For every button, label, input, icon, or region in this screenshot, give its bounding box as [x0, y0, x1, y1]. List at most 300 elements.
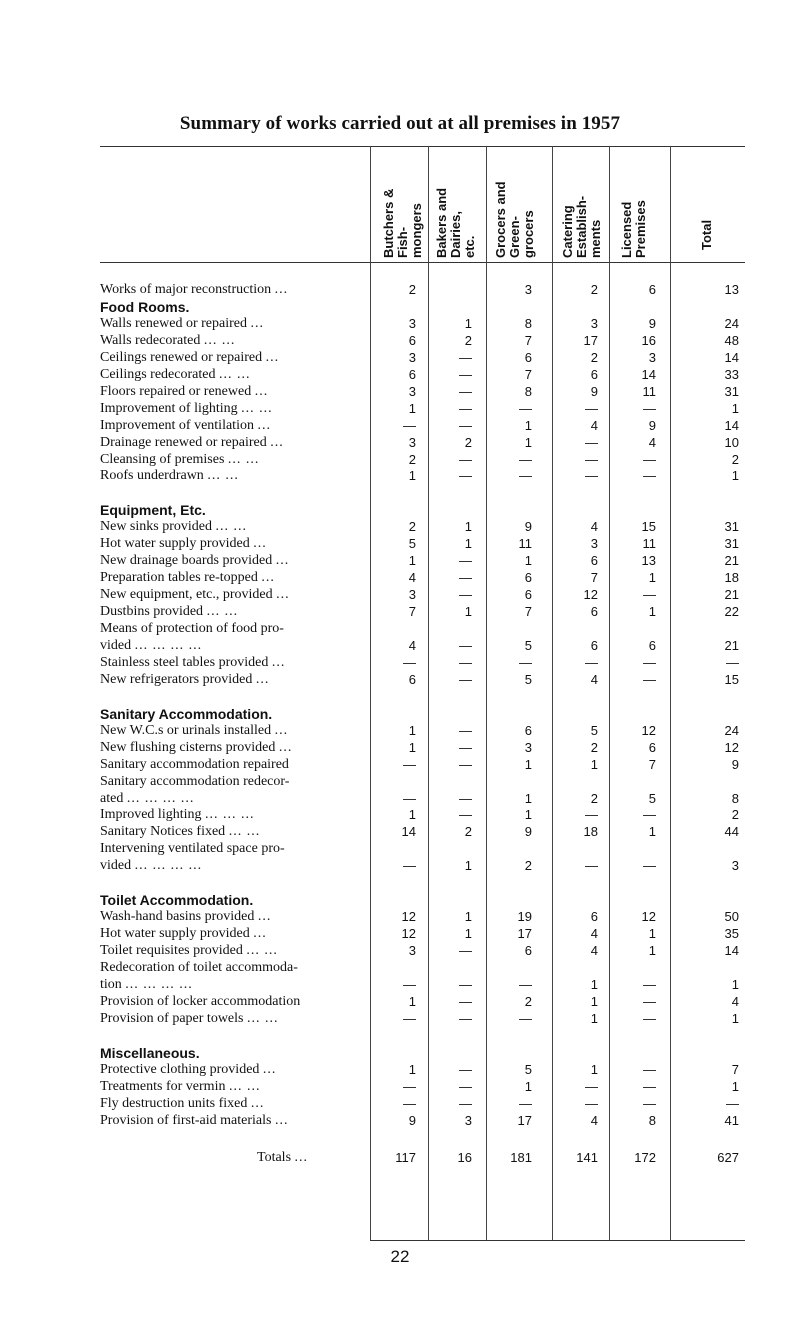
- leader-dots: ... ... ... ...: [126, 790, 195, 806]
- row-label-text: Stainless steel tables provided: [100, 654, 269, 670]
- row-label: [100, 977, 362, 993]
- table-cell: —: [459, 383, 472, 399]
- table-cell: —: [459, 1078, 472, 1094]
- row-label-text: Treatments for vermin: [100, 1078, 226, 1094]
- table-cell: 2: [464, 434, 472, 450]
- table-cell: 7: [524, 366, 532, 382]
- table-cell: 10: [724, 434, 739, 450]
- row-label: [100, 807, 362, 823]
- row-label-text: New drainage boards provided: [100, 553, 273, 569]
- table-cell: —: [643, 468, 656, 484]
- row-label: [100, 621, 362, 637]
- table-cell: 6: [408, 332, 416, 348]
- table-row: [0, 418, 800, 434]
- leader-dots: ... ...: [246, 943, 278, 959]
- table-cell: —: [403, 1010, 416, 1026]
- table-cell: 24: [724, 315, 739, 331]
- table-row: [0, 350, 800, 366]
- table-cell: 6: [590, 604, 598, 620]
- table-cell: 6: [648, 282, 656, 297]
- row-label-text: vided: [100, 637, 132, 653]
- table-cell: —: [585, 468, 598, 484]
- leader-dots: ... ...: [246, 1010, 279, 1026]
- row-label: [100, 452, 362, 468]
- section-heading-row: [0, 299, 800, 315]
- row-label: [100, 435, 362, 451]
- table-cell: 6: [524, 587, 532, 603]
- table-row: [0, 1113, 800, 1129]
- table-cell: 4: [648, 434, 656, 450]
- table-cell: —: [585, 807, 598, 823]
- row-label-text: New flushing cisterns provided: [100, 739, 276, 755]
- row-label: [100, 282, 362, 298]
- row-label: [100, 333, 362, 349]
- table-cell: 3: [590, 315, 598, 331]
- table-cell: 9: [524, 824, 532, 840]
- table-cell: 18: [583, 824, 598, 840]
- table-cell: 9: [648, 417, 656, 433]
- leader-dots: ...: [257, 909, 272, 925]
- table-cell: —: [643, 993, 656, 1009]
- leader-dots: ...: [276, 587, 290, 603]
- table-cell: 9: [590, 383, 598, 399]
- table-cell: 21: [724, 637, 739, 653]
- leader-dots: ...: [250, 1095, 265, 1111]
- column-header-grocers: Grocers and Green- grocers: [493, 181, 536, 258]
- table-cell: 4: [408, 637, 416, 653]
- table-cell: 1: [524, 417, 532, 433]
- column-header-total: Total: [699, 219, 714, 250]
- row-label-text: Walls renewed or repaired: [100, 315, 247, 331]
- row-label-text: Walls redecorated: [100, 332, 201, 348]
- row-label: [100, 570, 362, 586]
- row-label-text: Sanitary accommodation repaired: [100, 756, 289, 772]
- table-cell: 1: [731, 976, 739, 992]
- table-cell: 11: [642, 536, 656, 552]
- table-row: [0, 435, 800, 451]
- table-cell: 12: [641, 909, 656, 925]
- table-row: [0, 316, 800, 332]
- row-label-text: Totals: [257, 1150, 292, 1166]
- table-cell: —: [726, 1095, 739, 1111]
- row-label-text: Ceilings renewed or repaired: [100, 349, 263, 365]
- table-cell: 4: [590, 1112, 598, 1128]
- table-cell: —: [643, 400, 656, 416]
- row-label: [100, 468, 362, 484]
- table-cell: 19: [517, 909, 532, 925]
- table-cell: —: [643, 671, 656, 687]
- table-cell: 9: [731, 756, 739, 772]
- row-label: [100, 350, 362, 366]
- row-label-text: vided: [100, 858, 132, 874]
- table-cell: 1: [464, 909, 472, 925]
- table-cell: 1: [648, 824, 656, 840]
- table-cell: —: [459, 807, 472, 823]
- table-row: [0, 367, 800, 383]
- table-cell: —: [459, 349, 472, 365]
- leader-dots: ... ... ... ...: [134, 637, 203, 653]
- table-row: [0, 807, 800, 823]
- table-cell: 14: [724, 943, 739, 959]
- table-cell: 4: [590, 943, 598, 959]
- row-label-text: Sanitary Notices fixed: [100, 824, 226, 840]
- table-cell: 5: [524, 1061, 532, 1077]
- table-cell: —: [585, 1078, 598, 1094]
- row-label: [100, 536, 362, 552]
- row-label-text: Provision of first-aid materials: [100, 1112, 272, 1128]
- row-label: [100, 723, 362, 739]
- row-label-text: Drainage renewed or repaired: [100, 434, 267, 450]
- table-cell: 6: [590, 553, 598, 569]
- table-cell: 1: [648, 943, 656, 959]
- table-cell: 1: [590, 993, 598, 1009]
- table-cell: —: [459, 739, 472, 755]
- table-cell: —: [585, 1095, 598, 1111]
- row-label-text: Intervening ventilated space pro-: [100, 841, 285, 857]
- page-number: 22: [390, 1247, 410, 1266]
- leader-dots: ...: [253, 536, 267, 552]
- row-label-text: Fly destruction units fixed: [100, 1095, 248, 1111]
- table-cell: 3: [408, 587, 416, 603]
- table-cell: 12: [401, 909, 416, 925]
- table-row: [0, 553, 800, 569]
- row-label: [100, 757, 362, 773]
- row-label: [100, 672, 362, 688]
- table-cell: 3: [648, 349, 656, 365]
- table-cell: 1: [590, 1010, 598, 1026]
- table-cell: —: [519, 468, 532, 484]
- leader-dots: ...: [294, 1150, 309, 1166]
- table-cell: 3: [524, 739, 532, 755]
- table-cell: 31: [724, 536, 739, 552]
- row-label-text: Floors repaired or renewed: [100, 383, 252, 399]
- table-cell: —: [585, 451, 598, 467]
- table-cell: —: [643, 587, 656, 603]
- table-row: [0, 740, 800, 756]
- row-label-text: New equipment, etc., provided: [100, 587, 273, 603]
- table-row: [0, 604, 800, 620]
- table-cell: —: [459, 400, 472, 416]
- table-cell: —: [519, 976, 532, 992]
- row-label: [100, 960, 362, 976]
- table-cell: 6: [408, 671, 416, 687]
- spacer-row: [0, 875, 800, 891]
- row-label-text: Equipment, Etc.: [100, 502, 206, 519]
- table-cell: —: [459, 976, 472, 992]
- table-row: [0, 791, 800, 807]
- table-cell: 1: [408, 1061, 416, 1077]
- table-cell: 1: [408, 739, 416, 755]
- table-cell: —: [403, 790, 416, 806]
- table-row: [0, 282, 800, 298]
- table-cell: 7: [408, 604, 416, 620]
- section-heading-row: [0, 1045, 800, 1061]
- table-cell: 1: [464, 519, 472, 535]
- table-cell: 12: [724, 739, 739, 755]
- table-cell: 1: [408, 468, 416, 484]
- table-cell: 33: [724, 366, 739, 382]
- row-label-text: New refrigerators provided: [100, 671, 253, 687]
- table-cell: —: [459, 943, 472, 959]
- table-cell: 5: [408, 536, 416, 552]
- row-label-text: Miscellaneous.: [100, 1044, 200, 1061]
- section-heading: [100, 892, 362, 908]
- leader-dots: ... ... ...: [205, 807, 255, 823]
- table-cell: —: [459, 671, 472, 687]
- table-cell: 3: [408, 943, 416, 959]
- row-label-text: New sinks provided: [100, 519, 212, 535]
- table-cell: 16: [457, 1150, 472, 1166]
- table-row: [0, 774, 800, 790]
- leader-dots: ...: [270, 434, 284, 450]
- table-row: [0, 333, 800, 349]
- row-label-text: Protective clothing provided: [100, 1061, 260, 1077]
- spacer-row: [0, 1028, 800, 1044]
- table-cell: 3: [408, 383, 416, 399]
- table-row: [0, 536, 800, 552]
- table-row: [0, 1062, 800, 1078]
- table-row: [0, 672, 800, 688]
- table-cell: —: [459, 654, 472, 670]
- table-row: [0, 570, 800, 586]
- table-cell: 2: [408, 282, 416, 297]
- table-cell: 1: [464, 604, 472, 620]
- table-cell: —: [519, 1010, 532, 1026]
- table-cell: 172: [634, 1150, 656, 1166]
- row-label: [100, 1096, 362, 1112]
- table-cell: —: [459, 587, 472, 603]
- table-cell: —: [643, 1061, 656, 1077]
- row-label-text: New W.C.s or urinals installed: [100, 722, 272, 738]
- leader-dots: ... ... ... ...: [134, 858, 203, 874]
- table-cell: 2: [464, 332, 472, 348]
- table-cell: 2: [590, 282, 598, 297]
- row-label-text: Food Rooms.: [100, 298, 190, 315]
- table-cell: —: [726, 654, 739, 670]
- table-cell: 7: [590, 570, 598, 586]
- section-heading: [100, 299, 362, 315]
- table-cell: —: [643, 1095, 656, 1111]
- row-label: [100, 604, 362, 620]
- row-label-text: Provision of locker accommodation: [100, 993, 301, 1009]
- table-cell: —: [585, 434, 598, 450]
- table-cell: 7: [731, 1061, 739, 1077]
- table-cell: —: [519, 654, 532, 670]
- section-heading: [100, 706, 362, 722]
- leader-dots: ...: [271, 654, 286, 670]
- table-cell: 6: [408, 366, 416, 382]
- table-cell: 31: [724, 519, 739, 535]
- table-cell: 1: [524, 553, 532, 569]
- table-cell: 17: [517, 926, 532, 942]
- table-cell: 181: [510, 1150, 532, 1166]
- table-row: [0, 1096, 800, 1112]
- table-cell: 1: [408, 553, 416, 569]
- table-bottom-rule: [370, 1240, 745, 1241]
- table-cell: 5: [524, 671, 532, 687]
- table-cell: 22: [724, 604, 739, 620]
- table-row: [0, 824, 800, 840]
- table-cell: 12: [641, 722, 656, 738]
- row-label-text: Provision of paper towels: [100, 1010, 244, 1026]
- row-label: [100, 638, 362, 654]
- table-row: [0, 994, 800, 1010]
- table-cell: 6: [590, 637, 598, 653]
- table-cell: 1: [524, 434, 532, 450]
- table-cell: 1: [648, 604, 656, 620]
- table-cell: —: [403, 1078, 416, 1094]
- section-heading-row: [0, 892, 800, 908]
- row-label: [100, 824, 362, 840]
- table-row: [0, 977, 800, 993]
- table-row: [0, 943, 800, 959]
- table-cell: —: [643, 1010, 656, 1026]
- table-cell: —: [459, 1095, 472, 1111]
- table-cell: —: [519, 400, 532, 416]
- table-cell: 8: [524, 383, 532, 399]
- table-cell: —: [459, 637, 472, 653]
- row-label: [100, 994, 362, 1010]
- leader-dots: ...: [274, 282, 289, 297]
- section-heading-row: [0, 706, 800, 722]
- row-label: [100, 367, 362, 383]
- row-label-text: Hot water supply provided: [100, 536, 250, 552]
- row-label: [100, 1079, 362, 1095]
- table-cell: 1: [524, 807, 532, 823]
- table-cell: —: [519, 1095, 532, 1111]
- table-cell: 1: [464, 858, 472, 874]
- row-label-text: Improved lighting: [100, 807, 202, 823]
- table-cell: 8: [731, 790, 739, 806]
- row-label: [100, 858, 362, 874]
- row-label-text: Improvement of ventilation: [100, 417, 254, 433]
- table-cell: 2: [408, 519, 416, 535]
- page-title: Summary of works carried out at all premises in 1957: [179, 113, 621, 134]
- row-label-text: Toilet requisites provided: [100, 943, 243, 959]
- table-cell: 3: [590, 536, 598, 552]
- table-row: [0, 841, 800, 857]
- leader-dots: ...: [262, 1061, 277, 1077]
- table-cell: 6: [648, 637, 656, 653]
- row-label-text: Improvement of lighting: [100, 400, 238, 416]
- table-cell: 9: [524, 519, 532, 535]
- column-header-bakers: Bakers and Dairies, etc.: [434, 187, 477, 258]
- table-cell: 11: [642, 383, 656, 399]
- leader-dots: ... ...: [206, 604, 239, 620]
- table-row: [0, 452, 800, 468]
- leader-dots: ...: [255, 671, 270, 687]
- row-label-text: Redecoration of toilet accommoda-: [100, 960, 298, 975]
- table-cell: 9: [408, 1112, 416, 1128]
- table-cell: 2: [590, 739, 598, 755]
- table-row: [0, 1011, 800, 1027]
- table-cell: 1: [524, 756, 532, 772]
- table-cell: —: [459, 417, 472, 433]
- table-row: [0, 858, 800, 874]
- table-cell: 3: [464, 1112, 472, 1128]
- table-cell: 4: [590, 926, 598, 942]
- spacer-row: [0, 689, 800, 705]
- table-cell: 50: [724, 909, 739, 925]
- table-cell: 14: [401, 824, 416, 840]
- table-cell: —: [403, 654, 416, 670]
- table-row: [0, 655, 800, 671]
- table-cell: 13: [724, 282, 739, 297]
- table-row: [0, 926, 800, 942]
- row-label-text: ated: [100, 790, 124, 806]
- table-cell: —: [459, 1061, 472, 1077]
- table-cell: 1: [731, 1078, 739, 1094]
- table-cell: 1: [464, 315, 472, 331]
- table-cell: 5: [524, 637, 532, 653]
- row-label: [100, 519, 362, 535]
- row-label-text: Wash-hand basins provided: [100, 909, 255, 925]
- column-header-catering: Catering Establish- ments: [560, 195, 603, 258]
- leader-dots: ... ...: [228, 824, 261, 840]
- table-cell: 1: [408, 722, 416, 738]
- table-cell: —: [643, 1078, 656, 1094]
- table-cell: 3: [408, 315, 416, 331]
- table-cell: —: [643, 451, 656, 467]
- row-label: [100, 774, 362, 790]
- table-cell: 1: [464, 536, 472, 552]
- table-cell: 1: [524, 790, 532, 806]
- table-cell: 16: [641, 332, 656, 348]
- table-cell: 1: [524, 1078, 532, 1094]
- table-row: [0, 621, 800, 637]
- leader-dots: ...: [250, 315, 264, 331]
- table-cell: 627: [717, 1150, 739, 1166]
- table-cell: —: [459, 756, 472, 772]
- row-label: [100, 553, 362, 569]
- table-cell: 2: [408, 451, 416, 467]
- leader-dots: ...: [274, 1112, 289, 1128]
- row-label: [100, 943, 362, 959]
- row-label: [100, 418, 362, 434]
- row-label: [100, 791, 362, 807]
- row-label-text: Toilet Accommodation.: [100, 892, 254, 909]
- leader-dots: ...: [254, 383, 269, 399]
- row-label-text: tion: [100, 976, 122, 992]
- table-cell: 8: [524, 315, 532, 331]
- leader-dots: ... ... ... ...: [125, 976, 193, 992]
- table-cell: 8: [648, 1112, 656, 1128]
- leader-dots: ...: [275, 553, 290, 569]
- table-cell: 12: [583, 587, 598, 603]
- row-label: [100, 740, 362, 756]
- table-cell: 13: [641, 553, 656, 569]
- table-cell: 7: [524, 332, 532, 348]
- leader-dots: ...: [257, 417, 271, 433]
- table-cell: 17: [583, 332, 598, 348]
- table-cell: 5: [590, 722, 598, 738]
- table-cell: —: [459, 451, 472, 467]
- row-label-text: Dustbins provided: [100, 604, 204, 620]
- table-cell: 1: [590, 1061, 598, 1077]
- table-cell: 1: [464, 926, 472, 942]
- table-cell: 3: [408, 349, 416, 365]
- table-cell: 1: [408, 993, 416, 1009]
- table-row: [0, 638, 800, 654]
- row-label: [100, 841, 362, 857]
- row-label: [100, 401, 362, 417]
- leader-dots: ... ...: [218, 366, 251, 382]
- table-cell: 7: [524, 604, 532, 620]
- table-cell: —: [459, 570, 472, 586]
- table-row: [0, 1079, 800, 1095]
- spacer-row: [0, 1130, 800, 1146]
- table-cell: 1: [648, 926, 656, 942]
